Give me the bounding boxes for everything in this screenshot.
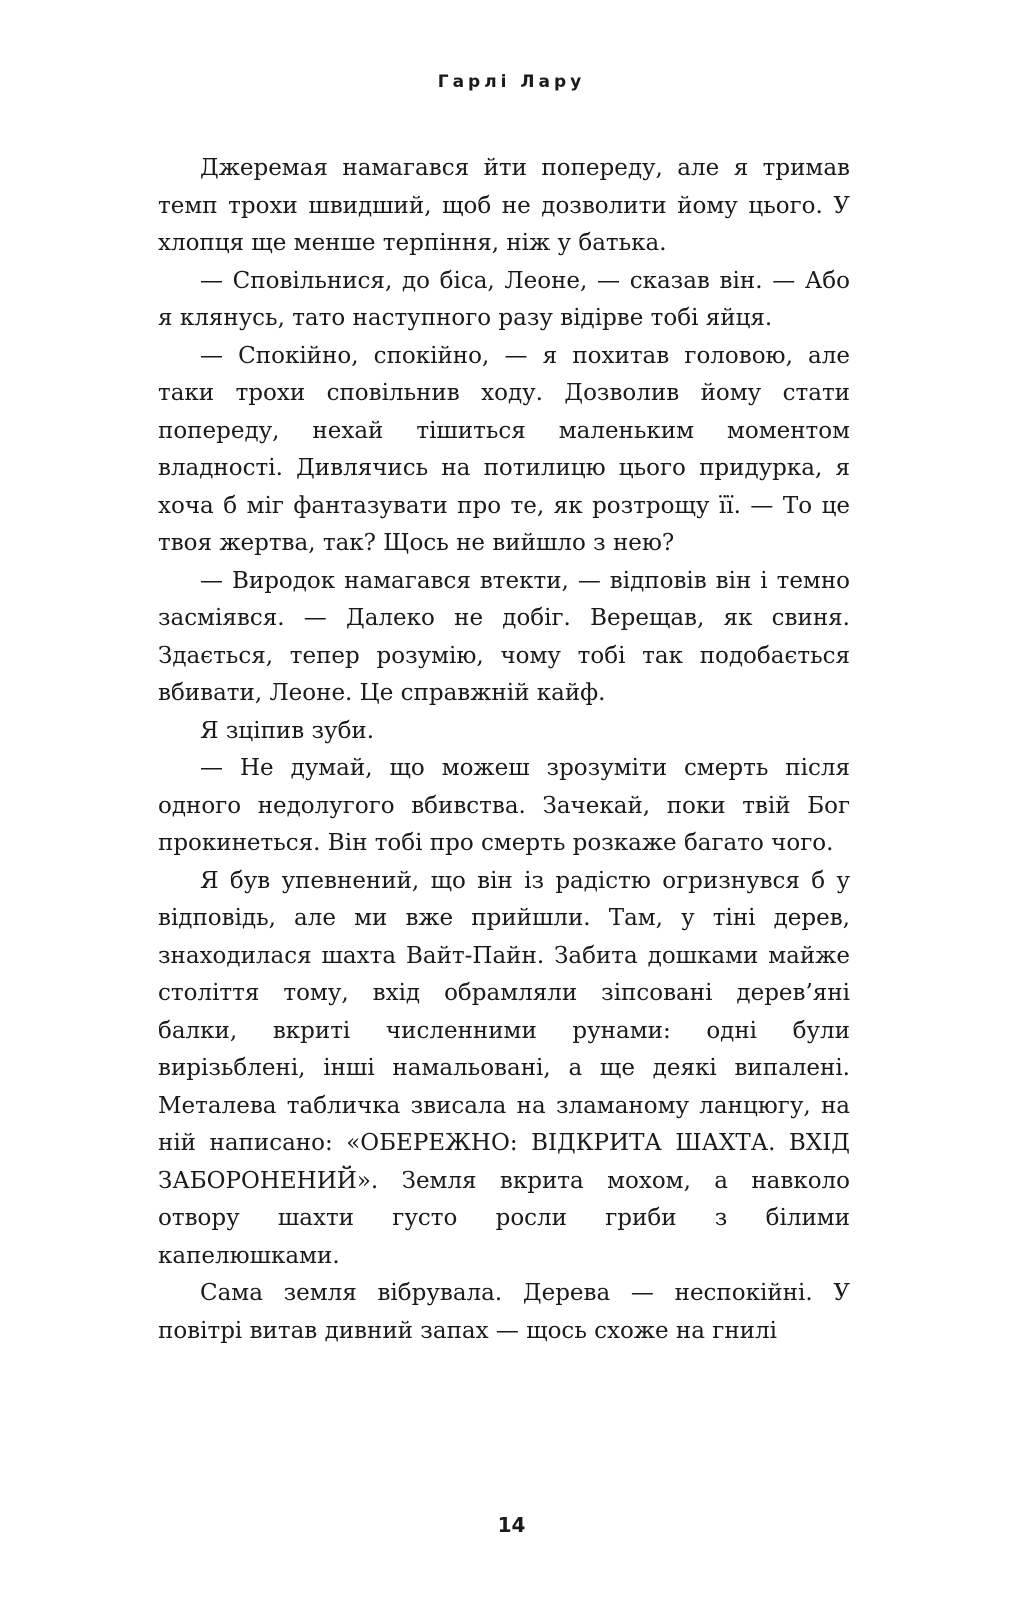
- paragraph: Сама земля вібрувала. Дерева — неспокійні. У повітрі витав дивний запах — щось схоже на гнилі: [158, 1280, 850, 1344]
- paragraph: Джеремая намагався йти попереду, але я тримав темп трохи швидший, щоб не дозволити йому цього. У хлопця ще менше терпіння, ніж у батька.: [158, 155, 850, 256]
- paragraph: — Виродок намагався втекти, — відповів він і темно засміявся. — Далеко не добіг. Верещав, як свиня. Здається, тепер розумію, чому тобі так подобається вбивати, Леоне. Це справжній кайф.: [158, 567, 850, 706]
- paragraph: — Сповільнися, до біса, Леоне, — сказав він. — Або я клянусь, тато наступного разу відірве тобі яйця.: [158, 267, 850, 331]
- running-header: Гарлі Лару: [437, 72, 586, 92]
- paragraph: Я зціпив зуби.: [200, 717, 375, 744]
- paragraph: — Не думай, що можеш зрозуміти смерть після одного недолугого вбивства. Зачекай, поки твій Бог прокинеться. Він тобі про смерть розкаже багато чого.: [158, 755, 850, 856]
- paragraph: Я був упевнений, що він із радістю огризнувся б у відповідь, але ми вже прийшли. Там, у тіні дерев, знаходилася шахта Вайт-Пайн. Забита дошками майже століття тому, вхід обрамляли зіпсовані дерев’яні балки, вкриті численними рунами: одні були вирізьблені, інші намальовані, а ще деякі випалені. Металева табличка звисала на зламаному ланцюгу, на ній написано: «ОБЕРЕЖНО: ВІДКРИТА ШАХТА. ВХІД ЗАБОРОНЕНИЙ». Земля вкрита мохом, а навколо отвору шахти густо росли гриби з білими капелюшками.: [158, 867, 850, 1269]
- body-text: [158, 150, 850, 1350]
- page-number: 14: [497, 1513, 526, 1537]
- paragraph: — Спокійно, спокійно, — я похитав головою, але таки трохи сповільнив ходу. Дозволив йому стати попереду, нехай тішиться маленьким моментом владності. Дивлячись на потилицю цього придурка, я хоча б міг фантазувати про те, як розтрощу її. — То це твоя жертва, так? Щось не вийшло з нею?: [158, 342, 850, 556]
